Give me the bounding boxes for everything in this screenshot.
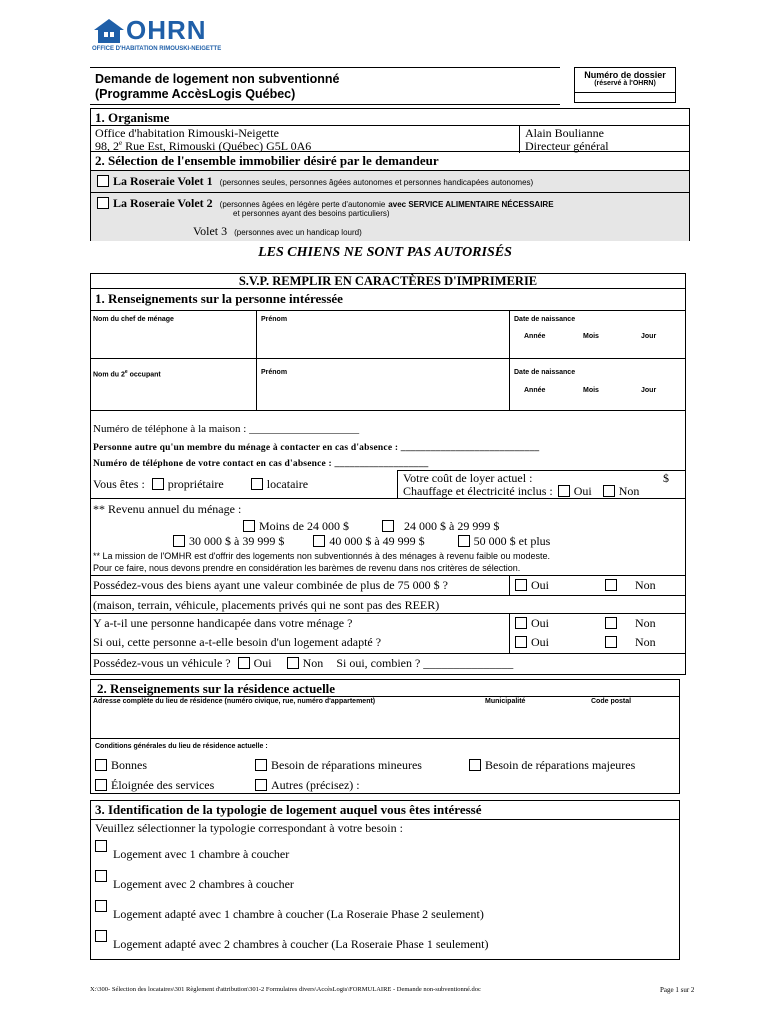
chef-name-field[interactable] — [91, 321, 256, 357]
organisme-address: 98, 2e Rue Est, Rimouski (Québec) G5L 0A6 — [95, 139, 312, 153]
chauffage-non-checkbox[interactable] — [603, 485, 615, 497]
vehicule-oui-checkbox[interactable] — [238, 657, 250, 669]
adresse-label: Adresse complète du lieu de résidence (numéro civique, rue, numéro d'appartement) — [93, 698, 376, 705]
vehicule-non-label: Non — [302, 656, 324, 670]
section3-instruction: Veuillez sélectionner la typologie correspondant à votre besoin : — [95, 821, 403, 835]
rev4-checkbox[interactable] — [313, 535, 325, 547]
print-notice: S.V.P. REMPLIR EN CARACTÈRES D'IMPRIMERIE — [238, 274, 538, 288]
adapte-non-checkbox[interactable] — [605, 636, 617, 648]
handicap-non-label: Non — [635, 616, 656, 630]
rev3-label: 30 000 $ à 39 999 $ — [189, 534, 285, 548]
adapte-oui-label: Oui — [531, 635, 549, 649]
mois-2: Mois — [583, 387, 599, 394]
volet1-name: La Roseraie Volet 1 — [113, 174, 213, 188]
locataire-label: locataire — [266, 477, 309, 491]
biens-non-label: Non — [635, 578, 656, 592]
rev3-checkbox[interactable] — [173, 535, 185, 547]
vous-etes-row — [93, 477, 308, 492]
rev1-checkbox[interactable] — [243, 520, 255, 532]
rev5-checkbox[interactable] — [458, 535, 470, 547]
eloignee-option[interactable] — [95, 778, 214, 793]
autres-label: Autres (précisez) : — [271, 778, 360, 792]
proprietaire-label: propriétaire — [167, 477, 224, 491]
revenu-label: ** Revenu annuel du ménage : — [93, 502, 242, 516]
majeures-checkbox[interactable] — [469, 759, 481, 771]
typo-opt4-checkbox[interactable] — [95, 930, 107, 942]
volet3-option — [193, 224, 362, 239]
bonnes-option[interactable] — [95, 758, 147, 773]
occupant-label: Nom du 2e occupant — [93, 369, 161, 379]
eloignee-label: Éloignée des services — [111, 778, 215, 792]
volet2-bold: avec SERVICE ALIMENTAIRE NÉCESSAIRE — [388, 200, 554, 209]
typo-opt3-label: Logement adapté avec 1 chambre à coucher (La Roseraie Phase 2 seulement) — [113, 907, 484, 921]
chef-label: Nom du chef de ménage — [93, 316, 174, 323]
typo-opt1-checkbox[interactable] — [95, 840, 107, 852]
handicap-oui-checkbox[interactable] — [515, 617, 527, 629]
annee-1: Année — [524, 333, 546, 340]
rev1-label: Moins de 24 000 $ — [259, 519, 349, 533]
rev2-checkbox[interactable] — [382, 520, 394, 532]
prenom-label-2: Prénom — [261, 369, 288, 376]
typo-opt1-label: Logement avec 1 chambre à coucher — [113, 847, 290, 861]
mineures-label: Besoin de réparations mineures — [271, 758, 422, 772]
proprietaire-checkbox[interactable] — [152, 478, 164, 490]
dossier-label: Numéro de dossier — [584, 70, 666, 80]
biens-oui[interactable] — [515, 578, 549, 593]
revenu-row1 — [243, 519, 499, 534]
chauffage-row — [403, 484, 639, 499]
locataire-checkbox[interactable] — [251, 478, 263, 490]
volet3-desc: (personnes avec un handicap lourd) — [234, 228, 362, 237]
adapte-non[interactable] — [605, 635, 656, 650]
chauffage-oui-checkbox[interactable] — [558, 485, 570, 497]
section2 — [90, 679, 680, 794]
eloignee-checkbox[interactable] — [95, 779, 107, 791]
mois-1: Mois — [583, 333, 599, 340]
jour-2: Jour — [641, 387, 657, 394]
biens-note: (maison, terrain, véhicule, placements privés qui ne sont pas des REER) — [93, 598, 440, 612]
autres-option[interactable] — [255, 778, 360, 793]
volet2-checkbox[interactable] — [97, 197, 109, 209]
rev2-label: 24 000 $ à 29 999 $ — [404, 519, 500, 533]
adapte-question: Si oui, cette personne a-t-elle besoin d'un logement adapté ? — [93, 635, 382, 649]
section3-heading: 3. Identification de la typologie de logement auquel vous êtes intéressé — [95, 802, 482, 817]
biens-oui-checkbox[interactable] — [515, 579, 527, 591]
organisme-contact-title: Directeur général — [525, 139, 609, 153]
dossier-note: (réservé à l'OHRN) — [594, 80, 656, 87]
vehicule-oui-label: Oui — [253, 656, 272, 670]
handicap-non[interactable] — [605, 616, 656, 631]
rev4-label: 40 000 $ à 49 999 $ — [329, 534, 425, 548]
print-notice-box — [90, 273, 686, 289]
loyer-label[interactable]: Votre coût de loyer actuel : — [403, 471, 533, 485]
contact-phone[interactable]: Numéro de téléphone de votre contact en cas d'absence : ___________________ — [93, 459, 429, 469]
biens-question: Possédez-vous des biens ayant une valeur combinée de plus de 75 000 $ ? — [93, 578, 448, 592]
logo-brand: OHRN — [126, 15, 207, 45]
logo-subtitle: OFFICE D'HABITATION RIMOUSKI-NEIGETTE — [92, 46, 222, 52]
majeures-option[interactable] — [469, 758, 635, 773]
footer-page: Page 1 sur 2 — [660, 986, 695, 994]
organisme-contact-name: Alain Boulianne — [525, 126, 604, 140]
bonnes-label: Bonnes — [111, 758, 147, 772]
phone-home[interactable]: Numéro de téléphone à la maison : ____________________ — [93, 423, 360, 435]
chauffage-oui-label: Oui — [573, 484, 592, 498]
organisme-heading: 1. Organisme — [95, 110, 170, 125]
mission-line2: Pour ce faire, nous devons prendre en considération les barèmes de revenu dans nos critères de sélection. — [93, 563, 521, 573]
revenu-row2 — [173, 534, 550, 549]
dob-label-2: Date de naissance — [514, 369, 576, 376]
dossier-box[interactable] — [574, 67, 676, 103]
mineures-checkbox[interactable] — [255, 759, 267, 771]
biens-non[interactable] — [605, 578, 656, 593]
volet1-option[interactable] — [97, 174, 533, 189]
volet2-desc: (personnes âgées en légère perte d'autonomie — [219, 200, 386, 209]
house-icon — [92, 18, 126, 44]
bonnes-checkbox[interactable] — [95, 759, 107, 771]
mission-line1: ** La mission de l'OMHR est d'offrir des logements non subventionnés à des ménages à revenu faible ou modeste. — [93, 551, 551, 561]
section1 — [90, 288, 686, 675]
footer-path: X:\300- Sélection des locataires\301 Règlement d'attribution\301-2 Formulaires divers\AccèsLogis\FORMULAIRE - Demande non-subventionné.doc — [90, 986, 481, 993]
contact-absent[interactable]: Personne autre qu'un membre du ménage à contacter en cas d'absence : ____________________________ — [93, 443, 540, 453]
handicap-question: Y a-t-il une personne handicapée dans votre ménage ? — [93, 616, 353, 630]
adapte-oui-checkbox[interactable] — [515, 636, 527, 648]
typo-opt4-label: Logement adapté avec 2 chambres à coucher (La Roseraie Phase 1 seulement) — [113, 937, 489, 951]
typo-opt2[interactable] — [95, 869, 294, 891]
handicap-non-checkbox[interactable] — [605, 617, 617, 629]
volet2-desc2: et personnes ayant des besoins particuliers) — [233, 209, 390, 218]
handicap-oui-label: Oui — [531, 616, 549, 630]
annee-2: Année — [524, 387, 546, 394]
selection-heading: 2. Sélection de l'ensemble immobilier désiré par le demandeur — [95, 153, 439, 168]
volet1-desc: (personnes seules, personnes âgées autonomes et personnes handicapées autonomes) — [219, 178, 534, 187]
typo-opt2-checkbox[interactable] — [95, 870, 107, 882]
adresse-field[interactable] — [91, 708, 679, 738]
typo-opt3-checkbox[interactable] — [95, 900, 107, 912]
form-title — [95, 72, 339, 102]
loyer-dollar: $ — [663, 471, 669, 485]
handicap-oui[interactable] — [515, 616, 549, 631]
volet2-name: La Roseraie Volet 2 — [113, 196, 213, 210]
logo — [92, 15, 242, 56]
autres-checkbox[interactable] — [255, 779, 267, 791]
dob-label-1: Date de naissance — [514, 316, 576, 323]
section2-heading: 2. Renseignements sur la résidence actuelle — [97, 681, 336, 696]
mineures-option[interactable] — [255, 758, 422, 773]
code-postal-label: Code postal — [591, 698, 632, 705]
dogs-notice: LES CHIENS NE SONT PAS AUTORISÉS — [258, 245, 512, 260]
organisme-section — [90, 108, 690, 152]
chauffage-non-label: Non — [618, 484, 640, 498]
vehicule-combien[interactable]: Si oui, combien ? _______________ — [336, 656, 514, 670]
typo-opt2-label: Logement avec 2 chambres à coucher — [113, 877, 294, 891]
vehicule-question: Possédez-vous un véhicule ? — [93, 656, 231, 670]
typo-opt3[interactable] — [95, 899, 484, 921]
section1-heading: 1. Renseignements sur la personne intéressée — [95, 291, 343, 306]
biens-non-checkbox[interactable] — [605, 579, 617, 591]
majeures-label: Besoin de réparations majeures — [485, 758, 636, 772]
volet3-name: Volet 3 — [193, 224, 228, 238]
typo-opt4[interactable] — [95, 929, 489, 951]
form-title-line1: Demande de logement non subventionné — [95, 72, 340, 86]
chauffage-label: Chauffage et électricité inclus : — [403, 484, 553, 498]
vehicule-non-checkbox[interactable] — [287, 657, 299, 669]
vehicule-row — [93, 656, 513, 671]
conditions-label: Conditions générales du lieu de résidence actuelle : — [95, 743, 268, 750]
prenom-label-1: Prénom — [261, 316, 288, 323]
adapte-non-label: Non — [635, 635, 656, 649]
rev5-label: 50 000 $ et plus — [473, 534, 551, 548]
adapte-oui[interactable] — [515, 635, 549, 650]
form-title-line2: (Programme AccèsLogis Québec) — [95, 87, 296, 101]
typo-opt1[interactable] — [95, 839, 290, 861]
section3 — [90, 800, 680, 960]
volet1-checkbox[interactable] — [97, 175, 109, 187]
selection-section — [90, 151, 690, 241]
jour-1: Jour — [641, 333, 657, 340]
vous-etes-label: Vous êtes : — [93, 477, 145, 491]
organisme-name: Office d'habitation Rimouski-Neigette — [95, 126, 279, 140]
biens-oui-label: Oui — [531, 578, 549, 592]
municipalite-label: Municipalité — [485, 698, 526, 705]
